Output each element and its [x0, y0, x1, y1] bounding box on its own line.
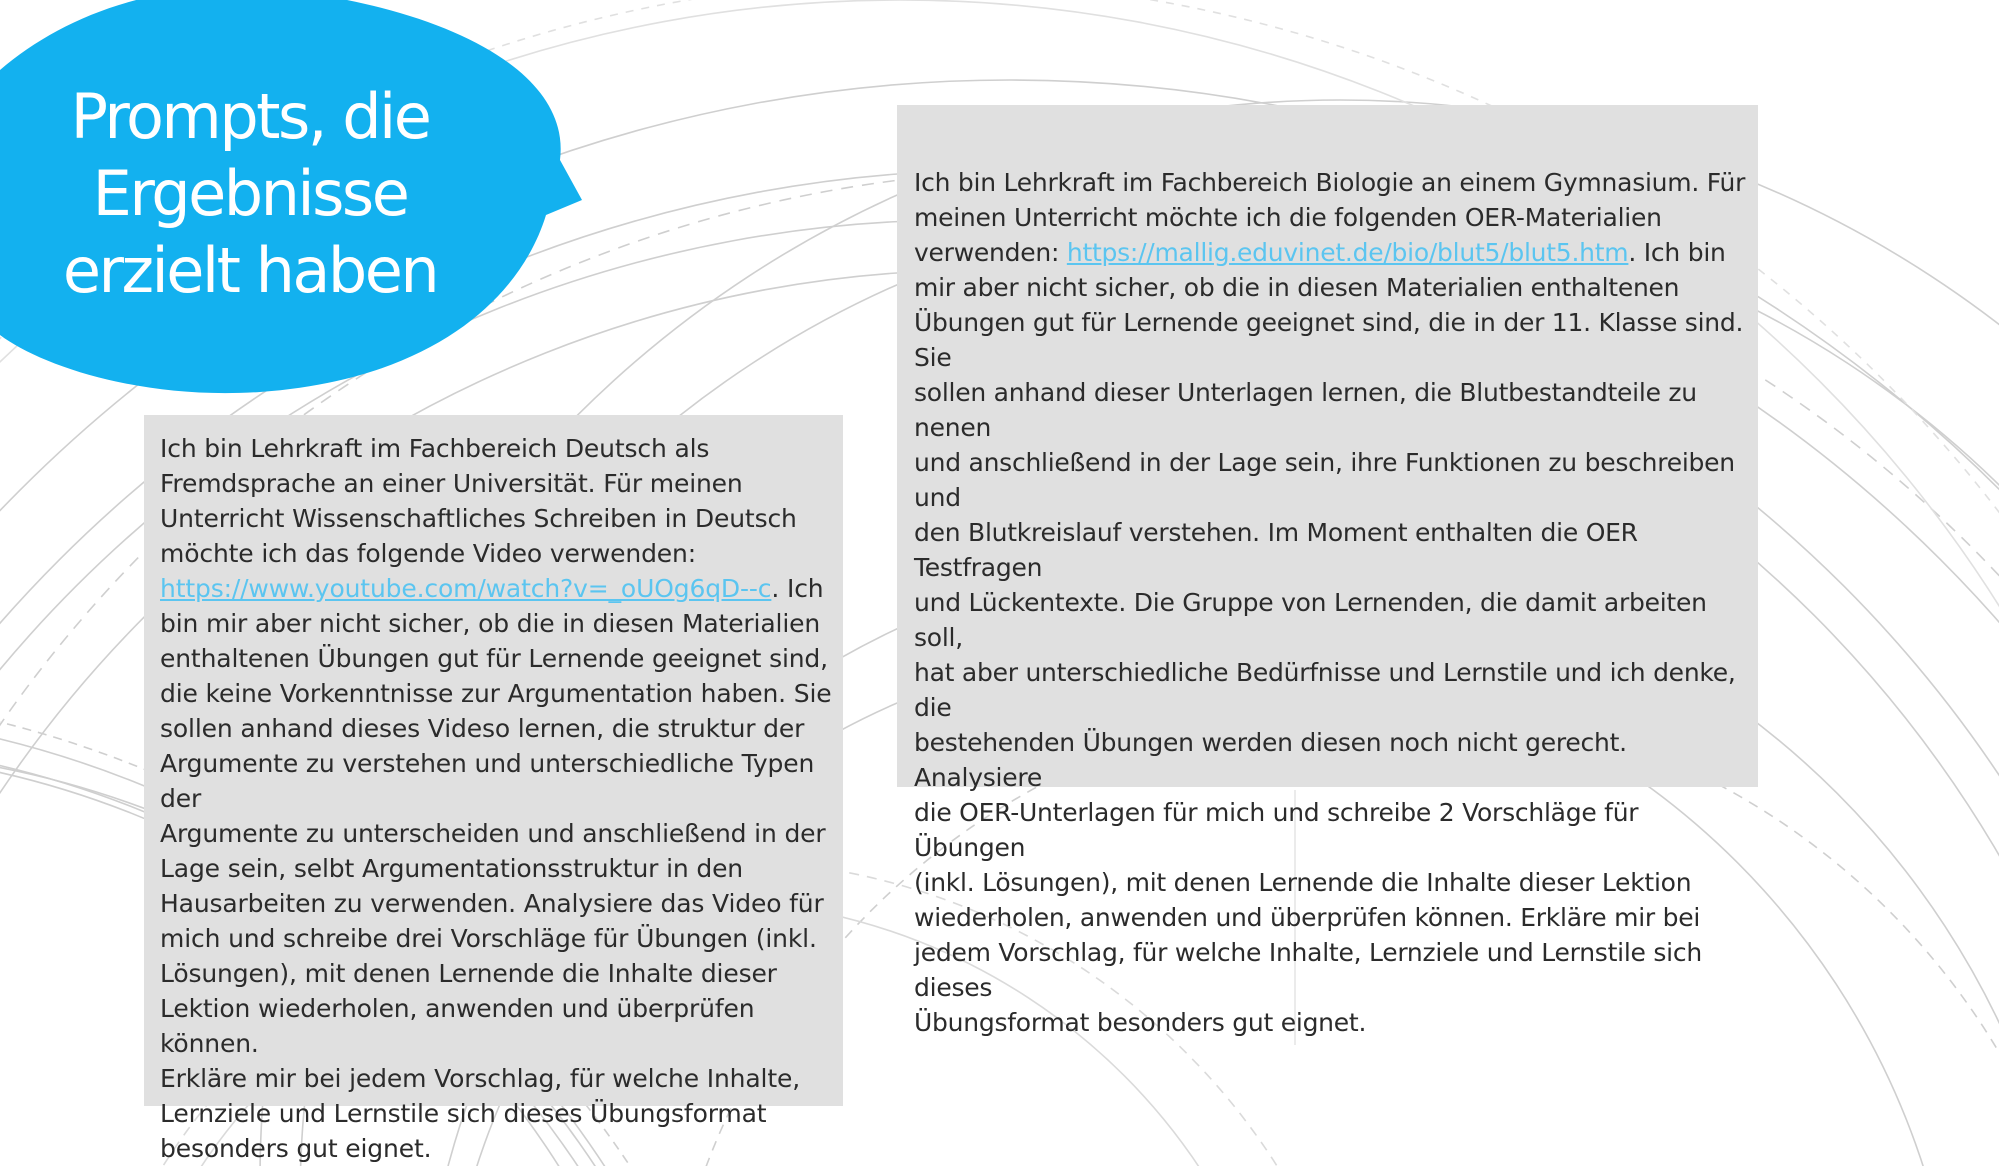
- slide-title: Prompts, die Ergebnisse erzielt haben: [62, 80, 438, 307]
- oer-materials-link[interactable]: https://mallig.eduvinet.de/bio/blut5/blut5.htm: [1066, 238, 1629, 267]
- prompt-text-part-1: Ich bin Lehrkraft im Fachbereich Biologie an einem Gymnasium. Für meinen Unterricht möchte ich die folgenden OER-Materialien verwenden:: [914, 168, 1746, 267]
- prompt-text-german-writing: [160, 431, 835, 1166]
- prompt-text-part-2: . Ich bin mir aber nicht sicher, ob die in diesen Materialien enthaltenen Übungen gut für Lernende geeignet sind, die keine Vorkenntnisse zur Argumentation haben. Sie sollen anhand dieses Videso lernen, die struktur der Argumente zu verstehen und unterschiedliche Typen der Argumente zu unterscheiden und anschließend in der Lage sein, selbt Argumentationsstruktur in den Hausarbeiten zu verwenden. Analysiere das Video für mich und schreibe drei Vorschläge für Übungen (inkl. Lösungen), mit denen Lernende die Inhalte dieser Lektion wiederholen, anwenden und überprüfen können. Erkläre mir bei jedem Vorschlag, für welche Inhalte, Lernziele und Lernstile sich dieses Übungsformat besonders gut eignet.: [160, 574, 832, 1163]
- prompt-text-part-2: . Ich bin mir aber nicht sicher, ob die in diesen Materialien enthaltenen Übungen gut für Lernende geeignet sind, die in der 11. Klasse sind. Sie sollen anhand dieser Unterlagen lernen, die Blutbestandteile zu nenen und anschließend in der Lage sein, ihre Funktionen zu beschreiben und den Blutkreislauf verstehen. Im Moment enthalten die OER Testfragen und Lückentexte. Die Gruppe von Lernenden, die damit arbeiten soll, hat aber unterschiedliche Bedürfnisse und Lernstile und ich denke, die bestehenden Übungen werden diesen noch nicht gerecht. Analysiere die OER-Unterlagen für mich und schreibe 2 Vorschläge für Übungen (inkl. Lösungen), mit denen Lernende die Inhalte dieser Lektion wiederholen, anwenden und überprüfen können. Erkläre mir bei jedem Vorschlag, für welche Inhalte, Lernziele und Lernstile sich dieses Übungsformat besonders gut eignet.: [914, 238, 1744, 1037]
- prompt-box-german-writing: [144, 415, 843, 1163]
- youtube-video-link[interactable]: https://www.youtube.com/watch?v=_oUOg6qD--c: [160, 574, 772, 603]
- prompt-box-biology: [897, 105, 1758, 1037]
- prompt-text-part-1: Ich bin Lehrkraft im Fachbereich Deutsch als Fremdsprache an einer Universität. Für meinen Unterricht Wissenschaftliches Schreiben in Deutsch möchte ich das folgende Video verwenden:: [160, 434, 797, 568]
- prompt-text-biology: [914, 165, 1748, 1040]
